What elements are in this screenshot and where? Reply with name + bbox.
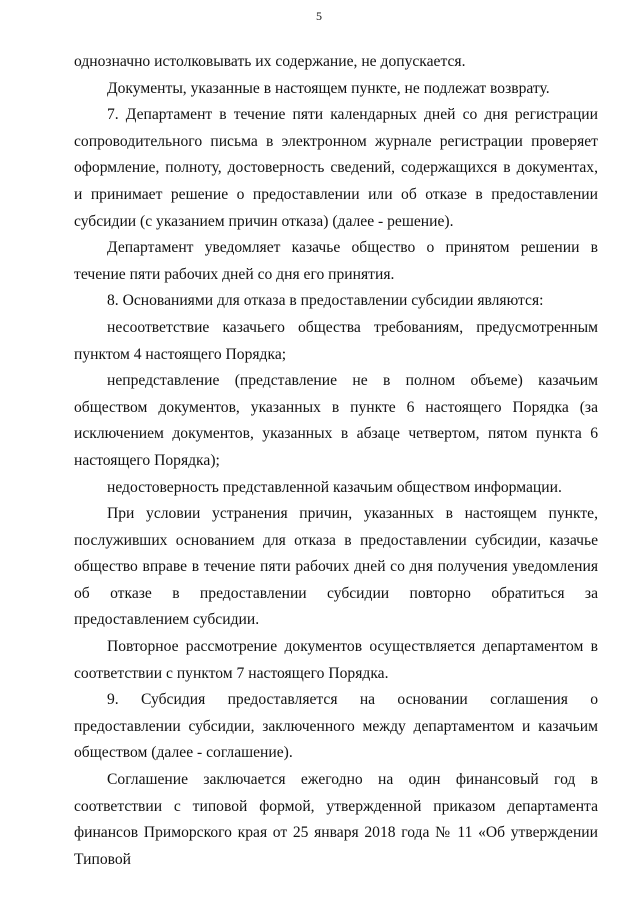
page-number: 5 (316, 9, 322, 23)
paragraph-agreement: Соглашение заключается ежегодно на один финансовый год в соответствии с типовой формой, утвержденной приказом департамента финансов Приморского края от 25 января 2018 года № 11 «Об утверждении Типовой (74, 771, 598, 868)
paragraph-repeat-review: Повторное рассмотрение документов осуществляется департаментом в соответствии с пунктом 7 настоящего Порядка. (74, 638, 598, 682)
paragraph-refusal-reason-1: несоответствие казачьего общества требованиям, предусмотренным пунктом 4 настоящего Порядка; (74, 318, 598, 363)
paragraph-reapplication: При условии устранения причин, указанных в настоящем пункте, послуживших основанием для отказа в предоставлении субсидии, казачье общество вправе в течение пяти рабочих дней со дня получения уведомления об отказе в предоставлении субсидии повторно обратиться за предоставлением субсидии. (74, 505, 598, 629)
paragraph-notification: Департамент уведомляет казачье общество о принятом решении в течение пяти рабочих дней со дня его принятия. (74, 239, 598, 283)
document-body (74, 49, 598, 873)
paragraph-refusal-reason-3: недостоверность представленной казачьим обществом информации. (107, 478, 562, 496)
paragraph-refusal-reason-2: непредставление (представление не в полном объеме) казачьим обществом документов, указанных в пункте 6 настоящего Порядка (за исключением документов, указанных в абзаце четвертом, пятом пункта 6 настоящего Порядка); (74, 372, 598, 469)
paragraph-documents-not-returned: Документы, указанные в настоящем пункте, не подлежат возврату. (107, 79, 550, 97)
paragraph-item-7: 7. Департамент в течение пяти календарных дней со дня регистрации сопроводительного письма в электронном журнале регистрации проверяет оформление, полноту, достоверность сведений, содержащихся в документах, и принимает решение о предоставлении или об отказе в предоставлении субсидии (с указанием причин отказа) (далее - решение). (74, 106, 598, 230)
paragraph-item-8: 8. Основаниями для отказа в предоставлении субсидии являются: (107, 292, 544, 310)
paragraph-continuation: однозначно истолковывать их содержание, не допускается. (74, 53, 466, 70)
paragraph-item-9: 9. Субсидия предоставляется на основании соглашения о предоставлении субсидии, заключенного между департаментом и казачьим обществом (далее - соглашение). (74, 691, 598, 762)
